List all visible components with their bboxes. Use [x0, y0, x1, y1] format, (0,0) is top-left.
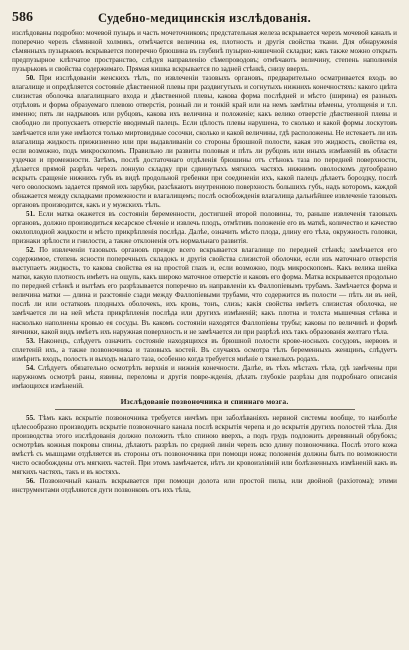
paragraph-text: При изслѣдованіи женскихъ тѣлъ, по извлеченіи тазовыхъ органовъ, предварительно осматривается входъ во влагалище и опредѣляется состояніе дѣвственной плевы при раздвигутыхъ и согнутыхъ нижнихъ конечностяхъ: какого цвѣта слизистая оболочка влагалищнаго входа и дѣвственной плевы, какова форма послѣдней и мѣсто (ширина) ея разныхъ отдѣловъ и форма образуемаго плевою отверстія, розный ли и тонкій край или на немъ замѣтны вѣмены, утолщенія и т.п. именно; пять ли надрывовъ или рубцовъ, какова ихъ величина и положеніе; какъ велико отверстіе дѣвственной плевы и свободно ли пропускаетъ отверстіе вводимый палецъ. Если цѣлость плевы нарушена, то сколько и какой формы лоскутовъ замѣчается или уже имѣются только миртовидные сосочки, сколько и какой величины, гдѣ расположены. Не истекаетъ ли изъ влагалища жидкость прижизненно или при выдавливаніи со стороны брюшной полости, какая это жидкость, свойства ея, если возможно, подъ микроскопомъ. Правильно ли развиты половыя и пѣть ли рубцовъ или иныхъ измѣненій въ области уздечки и промежности. Затѣмъ, послѣ достаточнаго отдѣленія брюшины отъ стѣнокъ таза по передней поверхности, дѣлается прямой разрѣзъ черезъ лонную складку при сдвинутыхъ мягкихъ частяхъ нижнимъ оволоскомъ дугообразно вскрыть сращеніе нижнихъ губъ въ видѣ продольной гребенки при соединеніи ихъ, какой палецъ дѣлаетъ бороздку, послѣ чего оволоскомъ задается прямой ихъ зарубки, разсѣкаютъ внутреннюю поверхность большихъ губъ, надъ которомъ, каждой обнажается между складками промежности и влагалищемъ; послѣ освобожденія влагалища дальнѣйшее извлеченіе тазовыхъ органовъ производится, какъ и у мужскихъ тѣлъ.	[12, 74, 397, 209]
page-header	[12, 10, 397, 26]
paragraph-51	[12, 210, 397, 246]
paragraph-53	[12, 337, 397, 364]
paragraph-number: 50.	[26, 74, 35, 83]
paragraph-text: Если матка окажется въ состояніи беременности, достигшей второй половины, то, раньше извлеченія тазовыхъ органовъ, должно производиться кесарское сѣченіе и извлечь плодъ, отмѣтивъ положеніе его въ маткѣ, количество и качество околоплодной жидкости и мѣсто прикрѣпленія послѣда. Далѣе, означить мѣсто плода, длину его тѣла, окружность головки, признаки зрѣлости и гнилости, а также отклоненія отъ нормальнаго развитія.	[12, 209, 398, 246]
section-heading	[12, 397, 397, 410]
paragraph-text: По извлеченіи тазовыхъ органовъ прежде всего вскрывается влагалище по передней стѣнкѣ; замѣчается его содержимое, степень ясности поперечныхъ складокъ и другія свойства слизистой оболочки, если изъ маточнаго отверстія выступаетъ жидкость, то какова свойства ея на простой глазъ и, если возможно, подъ микроскопомъ. Какъ велика шейка матки, какую плотность имѣетъ на ощупь, какъ широко маточное отверстіе и каковъ его форма. Матка вскрывается продольно по передней стѣнкѣ и вытѣмъ его разрѣзывается поперечно въ направленіи къ Фаллопіевымъ трубамъ. Замѣчается форма и величина матки — длина и разстояніе сзади между Фаллопіевыми трубами, что содержится въ полости — пѣть ли въ ней, послѣ ли или остатковъ плодныхъ оболочекъ, ихъ кровь, тонъ, слизь; какія свойства имѣетъ слизистая оболочка, не замѣчается ли на ней мѣста прикрѣпленія послѣда или другихъ измѣненій; какъ плотна и толста мышечная стѣнка и насколько наполнены кровью ея сосуды. Въ какомъ состояніи находятся Фаллопіевы трубы; каковы по величинѣ и формѣ яичники, какой видъ имѣетъ ихъ наружная поверхность и не замѣчается ли при разрѣзѣ ихъ такъ образованія желтаго тѣла.	[12, 246, 398, 336]
paragraph-number: 56.	[26, 477, 35, 486]
paragraph-55	[12, 414, 397, 477]
section-divider	[55, 409, 355, 410]
paragraph-number: 53.	[26, 336, 35, 345]
paragraph-text: Наконецъ, слѣдуетъ означить состояніе находящихся въ брюшной полости крове-носныхъ сосудовъ, нервовъ и сплетеній ихъ, а также позвоночника и тазовыхъ костей. Въ случаяхъ осмотра тѣлъ беременныхъ женщинъ, слѣдуетъ измѣрить входъ, полость и выходъ малаго таза, особенно когда требуется мнѣніе о тяжелыхъ родахъ.	[12, 336, 397, 363]
paragraph-text: Слѣдуетъ обязательно осмотрѣть верхнія и нижнія конечности. Далѣе, въ тѣхъ мѣстахъ тѣла, гдѣ замѣчены при наружномъ осмотрѣ раны, язвины, переломы и другія повре-жденія, дѣлать глубокіе разрѣзы для подробнаго описанія имѣющихся измѣненій.	[12, 363, 397, 390]
paragraph-56	[12, 477, 397, 495]
paragraph-54	[12, 364, 397, 391]
paragraph-number: 54.	[26, 363, 35, 372]
page-body	[12, 29, 397, 495]
paragraph-number: 55.	[26, 413, 35, 422]
page-number: 586	[12, 10, 33, 25]
section-heading-text: Изслѣдованіе позвоночника и спиннаго мозга.	[120, 396, 289, 406]
paragraph-number: 51.	[26, 209, 35, 218]
running-title: Судебно-медицинскія изслѣдованія.	[97, 11, 312, 25]
paragraph-text: Позвоночный каналъ вскрывается при помощи долота или простой пилы, или двойной (рахіотома); этими инструментами отдѣляются дуги позвонковъ отъ ихъ тѣла,	[12, 477, 397, 495]
paragraph-number: 52.	[26, 246, 35, 255]
paragraph-text: изслѣдованы подробно: мочевой пузырь и часть мочеточниковъ; предстательная железа вскрывается черезъ мочевой каналъ и поперечно черезъ сѣмянной холмикъ, отмѣчается величина ея, плотность и другія свойства ткани. Для обнаруженія сѣмянныхъ пузырьковъ вскрывается поперечно брюшина въ глубинѣ пузырно-кишечной складки; какъ также можно открыть предпузырное клѣтчатое пространство, слѣдуя направленію сѣмепроводовъ; отмѣчають величину, степень наполненія пузырьковъ и свойства содержимаго. Прямая кишка вскрывается по задней стѣнкѣ, снизу вверхъ.	[12, 29, 397, 74]
paragraph-50	[12, 74, 397, 210]
paragraph-text: Тѣмъ какъ вскрытіе позвоночника требуется ничѣмъ при заболѣваніяхъ нервной системы вообще, то наиболѣе цѣлесообразно производить вскрытіе позвоночнаго канала послѣ вскрытія черепа и до вскрытія другихъ полостей тѣла. Для производства этого изслѣдованія должно положить тѣло спиною вверхъ, а подъ грудь подложить деревянный обрубокъ; осмотрѣвъ кожныя покровы спины, дѣлаютъ разрѣзъ по средней линіи черезъ всю длину позвоночника. Послѣ этого кожа вмѣстѣ съ мышцами отдѣляется въ стороны отъ позвоночника при помощи ножа; положенія должны быть по возможности чисто освобождены отъ мягкихъ частей. При этомъ замѣчается, нѣтъ ли кровоизліяній или болѣзненныхъ измѣненій какъ въ мягкихъ частяхъ, такъ и въ костяхъ.	[12, 413, 397, 477]
paragraph-continued	[12, 29, 397, 74]
paragraph-52	[12, 246, 397, 336]
